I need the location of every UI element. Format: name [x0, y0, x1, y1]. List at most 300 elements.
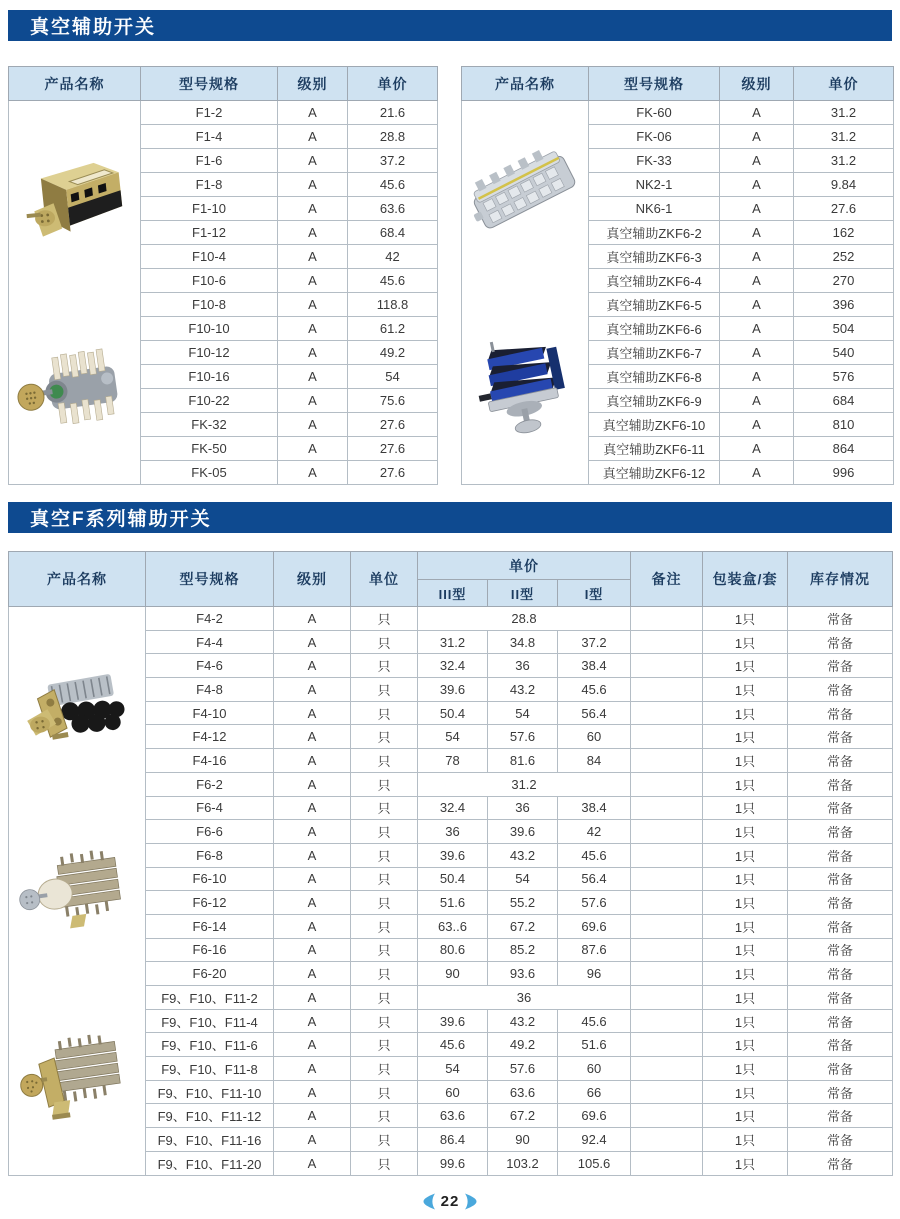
table-cell: 只	[351, 1151, 418, 1175]
table-cell: 1只	[703, 1080, 788, 1104]
table-cell: A	[274, 1128, 351, 1152]
table-cell: 只	[351, 891, 418, 915]
page-footer	[0, 1193, 900, 1210]
table-cell: 真空辅助ZKF6-8	[589, 365, 720, 389]
table-cell: 只	[351, 986, 418, 1010]
table-cell: F1-2	[141, 101, 278, 125]
col-header-grade: 级别	[274, 552, 351, 607]
col-header-price-type2: II型	[488, 580, 558, 607]
table-cell: F6-14	[146, 914, 274, 938]
table-cell: A	[274, 749, 351, 773]
table-cell: FK-33	[589, 149, 720, 173]
right-product-images	[462, 103, 588, 483]
table-cell: A	[274, 962, 351, 986]
table-cell: A	[720, 317, 794, 341]
table-cell: NK2-1	[589, 173, 720, 197]
table-cell: 54	[348, 365, 438, 389]
table-cell: F6-2	[146, 772, 274, 796]
table-cell: A	[720, 341, 794, 365]
table-cell: FK-60	[589, 101, 720, 125]
table-cell: 68.4	[348, 221, 438, 245]
table-cell: 1只	[703, 820, 788, 844]
col-header-model: 型号规格	[589, 67, 720, 101]
table-cell: A	[720, 365, 794, 389]
table-cell: A	[720, 221, 794, 245]
table-cell: 1只	[703, 678, 788, 702]
table-cell: 1只	[703, 1104, 788, 1128]
table-cell: 55.2	[488, 891, 558, 915]
table-cell: 504	[794, 317, 894, 341]
table-cell: F1-12	[141, 221, 278, 245]
table-cell: F6-20	[146, 962, 274, 986]
table-cell: 1只	[703, 725, 788, 749]
table-cell: 36	[488, 654, 558, 678]
table-cell	[631, 1057, 703, 1081]
table-cell: F4-10	[146, 701, 274, 725]
table-cell	[631, 1104, 703, 1128]
table-cell: A	[274, 630, 351, 654]
f10-series-switch-image	[16, 337, 134, 437]
table-cell: A	[278, 437, 348, 461]
table-cell: 105.6	[558, 1151, 631, 1175]
table-cell: 252	[794, 245, 894, 269]
table-cell: 常备	[788, 701, 893, 725]
table-cell: 1只	[703, 1009, 788, 1033]
table-cell: A	[720, 149, 794, 173]
table-cell: FK-05	[141, 461, 278, 485]
table-cell: 54	[418, 725, 488, 749]
table-cell: A	[274, 986, 351, 1010]
table-cell: 只	[351, 1104, 418, 1128]
table-cell: A	[278, 245, 348, 269]
table-cell: 1只	[703, 962, 788, 986]
table-cell	[631, 986, 703, 1010]
table-cell: A	[720, 413, 794, 437]
table-cell	[631, 607, 703, 631]
table-cell: 63.6	[488, 1080, 558, 1104]
table-cell: 84	[558, 749, 631, 773]
product-image-cell	[462, 101, 589, 485]
section-title-vacuum-f-series	[8, 502, 892, 533]
table-cell: 常备	[788, 725, 893, 749]
table-cell: F6-6	[146, 820, 274, 844]
table-cell: 只	[351, 1057, 418, 1081]
table-cell: A	[720, 437, 794, 461]
table-cell: F4-2	[146, 607, 274, 631]
page-number: 22	[440, 1193, 460, 1210]
table-cell: 60	[418, 1080, 488, 1104]
table-cell: 37.2	[558, 630, 631, 654]
table-cell: F4-8	[146, 678, 274, 702]
table-cell: F9、F10、F11-20	[146, 1151, 274, 1175]
table-cell: F9、F10、F11-16	[146, 1128, 274, 1152]
table-cell: F9、F10、F11-4	[146, 1009, 274, 1033]
table-cell: FK-50	[141, 437, 278, 461]
table-cell: 45.6	[348, 269, 438, 293]
table-cell	[631, 1128, 703, 1152]
table-cell: 常备	[788, 1104, 893, 1128]
table-cell: 常备	[788, 654, 893, 678]
table-cell: A	[274, 1057, 351, 1081]
table-cell: 31.2	[794, 101, 894, 125]
table-cell: 只	[351, 867, 418, 891]
table-cell: 只	[351, 607, 418, 631]
table-header-row-1	[9, 552, 893, 580]
table-cell: 常备	[788, 749, 893, 773]
col-header-stock: 库存情况	[788, 552, 893, 607]
col-header-price-type1: I型	[558, 580, 631, 607]
table-cell: 396	[794, 293, 894, 317]
table-cell: A	[274, 725, 351, 749]
table-cell: A	[278, 173, 348, 197]
col-header-product: 产品名称	[9, 552, 146, 607]
table-cell: 50.4	[418, 867, 488, 891]
table-cell: 真空辅助ZKF6-12	[589, 461, 720, 485]
col-header-product: 产品名称	[462, 67, 589, 101]
table-cell: F6-16	[146, 938, 274, 962]
table-cell: 39.6	[418, 678, 488, 702]
table-cell: 只	[351, 962, 418, 986]
table-cell: A	[278, 293, 348, 317]
table-cell	[631, 820, 703, 844]
zkf6-series-switch-image	[469, 328, 581, 438]
table-cell: 80.6	[418, 938, 488, 962]
table-cell: 31.2	[418, 630, 488, 654]
table-cell: 常备	[788, 820, 893, 844]
table-cell: 真空辅助ZKF6-7	[589, 341, 720, 365]
col-header-unit: 单位	[351, 552, 418, 607]
table-cell: 只	[351, 725, 418, 749]
table-cell: F6-10	[146, 867, 274, 891]
table-cell: 51.6	[418, 891, 488, 915]
table-cell: 只	[351, 749, 418, 773]
table-cell: 60	[558, 725, 631, 749]
table-cell: 42	[558, 820, 631, 844]
table-cell: 只	[351, 1128, 418, 1152]
table-cell: A	[274, 1009, 351, 1033]
table-cell: 常备	[788, 796, 893, 820]
section-title-vacuum-aux-switch	[8, 10, 892, 41]
table-cell: 28.8	[418, 607, 631, 631]
table-cell: F9、F10、F11-2	[146, 986, 274, 1010]
table-cell: 9.84	[794, 173, 894, 197]
table-cell: FK-06	[589, 125, 720, 149]
table-cell: 常备	[788, 1057, 893, 1081]
table-cell: 57.6	[558, 891, 631, 915]
col-header-product: 产品名称	[9, 67, 141, 101]
table-cell: 只	[351, 843, 418, 867]
f9-f10-f11-series-switch-image	[17, 1027, 137, 1127]
table-cell: A	[274, 1104, 351, 1128]
table-cell: 31.2	[794, 125, 894, 149]
table-cell: 真空辅助ZKF6-6	[589, 317, 720, 341]
page-nav-left-icon	[423, 1193, 436, 1210]
table-cell: F10-16	[141, 365, 278, 389]
table-cell: 576	[794, 365, 894, 389]
table-cell	[631, 701, 703, 725]
f-series-product-images	[9, 611, 145, 1171]
table-cell: 96	[558, 962, 631, 986]
table-cell: 90	[488, 1128, 558, 1152]
col-header-pack: 包装盒/套	[703, 552, 788, 607]
table-cell: 31.2	[794, 149, 894, 173]
table-cell: F10-10	[141, 317, 278, 341]
table-cell: 常备	[788, 678, 893, 702]
table-cell: A	[274, 843, 351, 867]
table-cell: A	[278, 125, 348, 149]
table-cell: A	[274, 701, 351, 725]
table-cell: 21.6	[348, 101, 438, 125]
table-cell: 42	[348, 245, 438, 269]
table-cell: 56.4	[558, 867, 631, 891]
table-cell: A	[278, 461, 348, 485]
table-cell: 61.2	[348, 317, 438, 341]
table-cell: A	[278, 317, 348, 341]
table-cell: F10-22	[141, 389, 278, 413]
table-cell: 1只	[703, 1033, 788, 1057]
table-cell: 1只	[703, 772, 788, 796]
table-cell: A	[274, 938, 351, 962]
table-cell: F4-12	[146, 725, 274, 749]
table-cell	[631, 678, 703, 702]
table-cell	[631, 843, 703, 867]
table-cell: 1只	[703, 701, 788, 725]
product-image-cell	[9, 101, 141, 485]
table-cell: 90	[418, 962, 488, 986]
table-cell: F9、F10、F11-12	[146, 1104, 274, 1128]
table-cell: 常备	[788, 914, 893, 938]
table-cell: 真空辅助ZKF6-3	[589, 245, 720, 269]
table-cell: 36	[418, 986, 631, 1010]
table-cell: 43.2	[488, 678, 558, 702]
table-cell: 常备	[788, 630, 893, 654]
table-cell: A	[274, 607, 351, 631]
table-cell: 39.6	[418, 1009, 488, 1033]
table-cell: F4-6	[146, 654, 274, 678]
table-cell: F6-4	[146, 796, 274, 820]
table-cell: 32.4	[418, 796, 488, 820]
table-cell: 1只	[703, 1057, 788, 1081]
table-cell: 常备	[788, 772, 893, 796]
table-cell: F9、F10、F11-8	[146, 1057, 274, 1081]
table-cell: 85.2	[488, 938, 558, 962]
fk-terminal-block-image	[467, 147, 583, 239]
table-cell: 28.8	[348, 125, 438, 149]
table-cell: A	[720, 269, 794, 293]
table-cell: A	[720, 197, 794, 221]
table-cell: 常备	[788, 867, 893, 891]
table-cell: A	[720, 173, 794, 197]
left-product-images	[9, 103, 140, 483]
table-cell: 32.4	[418, 654, 488, 678]
table-cell: A	[720, 125, 794, 149]
table-cell: 只	[351, 654, 418, 678]
table-row	[462, 101, 894, 125]
table-cell: 31.2	[418, 772, 631, 796]
table-cell: 50.4	[418, 701, 488, 725]
table-cell: 1只	[703, 891, 788, 915]
table-cell: 常备	[788, 1151, 893, 1175]
table-cell: 只	[351, 796, 418, 820]
table-cell: 684	[794, 389, 894, 413]
table-cell: A	[720, 245, 794, 269]
col-header-price-group: 单价	[418, 552, 631, 580]
table-cell	[631, 1151, 703, 1175]
f-series-table	[8, 551, 893, 1176]
table-cell: A	[274, 891, 351, 915]
table-cell: A	[274, 867, 351, 891]
table-cell: 1只	[703, 938, 788, 962]
left-price-table	[8, 66, 438, 485]
table-cell: F9、F10、F11-6	[146, 1033, 274, 1057]
col-header-model: 型号规格	[141, 67, 278, 101]
table-cell: 常备	[788, 1080, 893, 1104]
table-cell: 38.4	[558, 654, 631, 678]
table-cell: A	[278, 413, 348, 437]
table-cell: 常备	[788, 986, 893, 1010]
table-cell: 1只	[703, 843, 788, 867]
table-cell: A	[274, 1080, 351, 1104]
table-cell: 39.6	[488, 820, 558, 844]
table-cell: F10-6	[141, 269, 278, 293]
table-cell: FK-32	[141, 413, 278, 437]
table-cell: 真空辅助ZKF6-4	[589, 269, 720, 293]
f6-series-switch-image	[17, 841, 137, 941]
table-cell: 45.6	[558, 1009, 631, 1033]
table-cell: 常备	[788, 891, 893, 915]
table-cell: F1-8	[141, 173, 278, 197]
table-cell: 只	[351, 820, 418, 844]
section-title-text: 真空F系列辅助开关	[30, 509, 212, 530]
table-cell	[631, 1033, 703, 1057]
section-title-text: 真空辅助开关	[30, 17, 157, 38]
col-header-remark: 备注	[631, 552, 703, 607]
table-cell: 1只	[703, 607, 788, 631]
table-cell: 常备	[788, 1033, 893, 1057]
f1-series-switch-image	[19, 149, 131, 245]
table-cell: 真空辅助ZKF6-10	[589, 413, 720, 437]
table-cell: 270	[794, 269, 894, 293]
table-cell: 81.6	[488, 749, 558, 773]
table-cell: 57.6	[488, 1057, 558, 1081]
table-cell: 36	[418, 820, 488, 844]
table-cell: 只	[351, 1080, 418, 1104]
table-cell: 56.4	[558, 701, 631, 725]
table-cell: A	[278, 389, 348, 413]
table-cell: 162	[794, 221, 894, 245]
table-cell: A	[274, 1151, 351, 1175]
table-cell: 45.6	[418, 1033, 488, 1057]
table-cell: 只	[351, 772, 418, 796]
product-image-cell	[9, 607, 146, 1176]
table-cell: F6-12	[146, 891, 274, 915]
table-cell: 1只	[703, 796, 788, 820]
table-cell: F1-6	[141, 149, 278, 173]
table-cell: 27.6	[348, 413, 438, 437]
table-cell: 只	[351, 630, 418, 654]
table-cell: A	[274, 914, 351, 938]
table-cell: 67.2	[488, 1104, 558, 1128]
top-tables-row	[8, 66, 892, 485]
table-cell: 78	[418, 749, 488, 773]
table-cell: 38.4	[558, 796, 631, 820]
table-cell: 49.2	[488, 1033, 558, 1057]
table-cell: A	[720, 101, 794, 125]
table-cell: 87.6	[558, 938, 631, 962]
table-cell: A	[278, 101, 348, 125]
table-cell: A	[274, 1033, 351, 1057]
table-cell: 只	[351, 914, 418, 938]
table-cell	[631, 962, 703, 986]
table-cell: 69.6	[558, 1104, 631, 1128]
table-cell: A	[278, 269, 348, 293]
table-cell: A	[278, 341, 348, 365]
table-cell: 99.6	[418, 1151, 488, 1175]
table-cell	[631, 1080, 703, 1104]
table-header-row	[462, 67, 894, 101]
table-cell: 只	[351, 1033, 418, 1057]
table-cell: 86.4	[418, 1128, 488, 1152]
table-cell: 1只	[703, 749, 788, 773]
table-row	[9, 101, 438, 125]
col-header-grade: 级别	[278, 67, 348, 101]
table-cell: 常备	[788, 962, 893, 986]
col-header-price: 单价	[794, 67, 894, 101]
table-cell: 真空辅助ZKF6-5	[589, 293, 720, 317]
table-cell: F10-12	[141, 341, 278, 365]
table-cell: 63.6	[418, 1104, 488, 1128]
table-cell: F4-16	[146, 749, 274, 773]
table-cell	[631, 914, 703, 938]
table-cell: A	[274, 654, 351, 678]
f4-series-switch-image	[17, 654, 137, 754]
table-cell	[631, 725, 703, 749]
table-cell: 54	[488, 867, 558, 891]
table-cell: F1-10	[141, 197, 278, 221]
table-cell: 1只	[703, 867, 788, 891]
table-cell: F6-8	[146, 843, 274, 867]
table-cell: 75.6	[348, 389, 438, 413]
table-cell	[631, 749, 703, 773]
table-cell	[631, 938, 703, 962]
table-cell: A	[274, 796, 351, 820]
table-cell: 真空辅助ZKF6-9	[589, 389, 720, 413]
table-cell: 常备	[788, 1128, 893, 1152]
table-cell: 864	[794, 437, 894, 461]
table-cell: A	[274, 820, 351, 844]
table-cell	[631, 630, 703, 654]
table-cell: 1只	[703, 914, 788, 938]
table-cell: 39.6	[418, 843, 488, 867]
table-cell: 真空辅助ZKF6-2	[589, 221, 720, 245]
table-cell: A	[274, 772, 351, 796]
table-cell	[631, 891, 703, 915]
page-nav-right-icon	[464, 1193, 477, 1210]
table-cell: 1只	[703, 654, 788, 678]
table-cell: 常备	[788, 843, 893, 867]
table-cell: 45.6	[558, 843, 631, 867]
table-cell: 只	[351, 938, 418, 962]
col-header-price-type3: III型	[418, 580, 488, 607]
table-cell: 92.4	[558, 1128, 631, 1152]
table-cell: F10-8	[141, 293, 278, 317]
table-cell: A	[278, 197, 348, 221]
table-cell: 43.2	[488, 843, 558, 867]
table-cell: F1-4	[141, 125, 278, 149]
table-cell: 60	[558, 1057, 631, 1081]
right-price-table	[461, 66, 894, 485]
table-cell: 63..6	[418, 914, 488, 938]
